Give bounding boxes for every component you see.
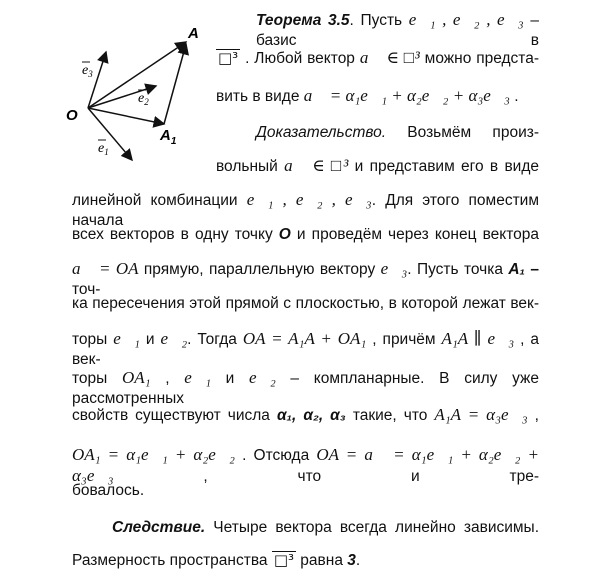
- theorem-line-2: [216, 48, 539, 69]
- text-run: и: [139, 331, 161, 348]
- text-run: OA = a⃗ = α₁e⃗₁ + α₂e⃗₂ + α₃e⃗₃: [72, 445, 539, 485]
- text-run: e⃗₁ , e⃗₂ , e⃗₃: [246, 190, 372, 209]
- proof-line-1: [256, 123, 539, 143]
- text-run: ,: [150, 370, 185, 387]
- text-run: OA = A₁A + OA₁: [242, 329, 367, 348]
- text-run: a⃗ = OA: [72, 259, 139, 278]
- text-run: A₁A = α₃e⃗₃: [434, 405, 528, 424]
- text-run: O: [278, 226, 291, 243]
- text-run: ,: [527, 407, 539, 424]
- proof-line-7: [72, 329, 539, 370]
- text-run: e⃗₂: [160, 329, 188, 348]
- text-run: 3: [347, 552, 356, 569]
- vector-e1-label: $e_1$: [98, 141, 109, 157]
- vector-e3-label: $e_3$: [82, 63, 93, 79]
- text-run: и: [210, 370, 250, 387]
- text-run: и представим его в виде: [348, 158, 540, 175]
- theorem-line-1: [256, 10, 539, 51]
- text-run: торы: [72, 370, 123, 387]
- proof-line-4: [72, 225, 539, 245]
- proof-line-8: [72, 368, 539, 409]
- text-run: . Для этого поместим начала: [72, 192, 539, 229]
- text-run: α₁, α₂, α₃: [276, 407, 346, 424]
- text-run: e⃗₂: [249, 368, 276, 387]
- text-run: , а век-: [72, 331, 540, 368]
- text-run: Доказательство.: [256, 124, 387, 141]
- text-run: A₁: [508, 261, 526, 278]
- text-run: вить в виде: [216, 88, 304, 105]
- text-run: – компланарные. В силу уже рассмотренных: [72, 370, 540, 407]
- text-run: e⃗₁: [113, 329, 140, 348]
- text-run: –: [525, 261, 540, 278]
- text-run: торы: [72, 331, 114, 348]
- text-run: . Пусть точка: [407, 261, 509, 278]
- text-run: всех векторов в одну точку: [72, 226, 279, 243]
- text-run: , причём: [366, 331, 442, 348]
- text-run: .: [355, 552, 361, 569]
- text-run: OA₁ = α₁e⃗₁ + α₂e⃗₂: [72, 445, 235, 464]
- point-A-label: A: [188, 25, 199, 42]
- point-O-label: O: [66, 107, 78, 124]
- text-run: e⃗₁: [184, 368, 211, 387]
- text-run: a⃗ = α₁e⃗₁ + α₂e⃗₂ + α₃e⃗₃: [303, 86, 510, 105]
- vector-diagram: [60, 12, 210, 172]
- text-run: точ-: [72, 281, 101, 298]
- proof-line-11: [72, 481, 144, 501]
- text-run: бовалось.: [72, 482, 145, 499]
- vector-A1A-arrow: [164, 44, 186, 124]
- text-run: . Отсюда: [234, 447, 317, 464]
- text-run: такие, что: [345, 407, 435, 424]
- text-run: □³: [218, 49, 239, 67]
- proof-line-6: [72, 294, 539, 314]
- text-run: .: [509, 88, 519, 105]
- text-run: A₁A ∥ e⃗₃: [441, 329, 515, 348]
- text-run: прямую, параллельную вектору: [138, 261, 381, 278]
- text-run: OA₁: [122, 368, 151, 387]
- text-run: . Тогда: [187, 331, 243, 348]
- text-run: – базис в: [256, 12, 539, 49]
- text-run: e⃗₁ , e⃗₂ , e⃗₃: [408, 10, 524, 29]
- text-run: a⃗ ∈ □³: [359, 48, 420, 67]
- text-run: линейной комбинации: [72, 192, 247, 209]
- text-run: a⃗ ∈ □³: [284, 156, 349, 175]
- proof-line-9: [72, 405, 539, 426]
- corollary-line-2: [72, 551, 360, 571]
- text-run: Четыре вектора всегда линейно зависимы.: [205, 519, 539, 536]
- text-run: Теорема 3.5: [256, 12, 350, 29]
- text-run: , что и тре-: [113, 468, 539, 485]
- text-run: вольный: [216, 158, 285, 175]
- text-run: e⃗₃: [380, 259, 408, 278]
- text-run: можно предста-: [419, 50, 539, 67]
- vector-e3-arrow: [88, 52, 106, 108]
- text-run: и проведём через конец вектора: [290, 226, 539, 243]
- text-run: . Любой вектор: [240, 50, 360, 67]
- theorem-line-3: [216, 86, 519, 107]
- text-run: свойств существуют числа: [72, 407, 277, 424]
- text-run: Размерность пространства: [72, 552, 272, 569]
- text-run: ка пересечения этой прямой с плоскостью, в которой лежат век-: [72, 295, 539, 312]
- vector-e2-label: $e_2$: [138, 91, 149, 107]
- proof-line-2: [216, 156, 539, 177]
- text-run: □³: [273, 551, 294, 569]
- corollary-line-1: [112, 518, 539, 538]
- point-A1-label: $A_1$: [160, 127, 177, 147]
- text-run: Возьмём произ-: [386, 124, 539, 141]
- text-run: Следствие.: [112, 519, 206, 536]
- text-run: равна: [296, 552, 348, 569]
- text-run: . Пусть: [349, 12, 409, 29]
